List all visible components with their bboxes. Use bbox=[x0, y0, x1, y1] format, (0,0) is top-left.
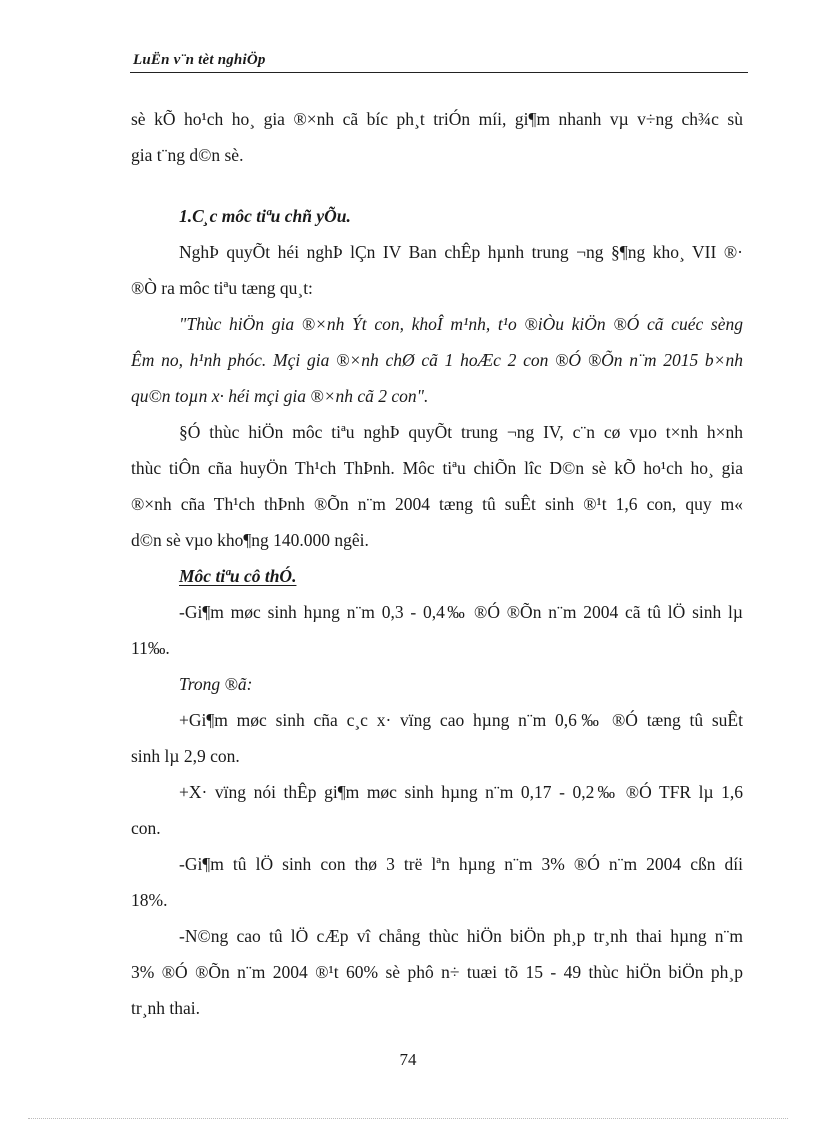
section-spacer bbox=[131, 173, 743, 198]
text-line: sè kÕ ho¹ch ho¸ gia ®×nh cã bíc ph¸t triÓn míi, gi¶m nhanh vµ v÷ng ch¾c sù bbox=[131, 109, 743, 129]
text-line: NghÞ quyÕt héi nghÞ lÇn IV Ban chÊp hµnh trung ¬ng §¶ng kho¸ VII ®· bbox=[179, 242, 743, 262]
text-line: §Ó thùc hiÖn môc tiªu nghÞ quyÕt trung ¬ng IV, c¨n cø vµo t×nh h×nh bbox=[179, 422, 743, 442]
body-text bbox=[131, 101, 743, 1026]
list-item-line: sinh lµ 2,9 con. bbox=[131, 746, 240, 766]
subheading-text: Môc tiªu cô thÓ. bbox=[179, 566, 297, 586]
list-item-line: -Gi¶m møc sinh hµng n¨m 0,3 - 0,4‰ ®Ó ®Õn n¨m 2004 cã tû lÖ sinh lµ bbox=[179, 602, 743, 622]
page-edge bbox=[28, 1118, 788, 1119]
quote-line: Êm no, h¹nh phóc. Mçi gia ®×nh chØ cã 1 hoÆc 2 con ®Ó ®Õn n¨m 2015 b×nh bbox=[131, 350, 743, 370]
text-line: ®×nh cña Th¹ch thÞnh ®Õn n¨m 2004 tæng tû suÊt sinh ®¹t 1,6 con, quy m« bbox=[131, 494, 743, 514]
list-item-line: 3% ®Ó ®Õn n¨m 2004 ®¹t 60% sè phô n÷ tuæi tõ 15 - 49 thùc hiÖn biÖn ph¸p bbox=[131, 962, 743, 982]
text-line: d©n sè vµo kho¶ng 140.000 ngêi. bbox=[131, 530, 369, 550]
list-item-line: tr¸nh thai. bbox=[131, 998, 201, 1018]
section-heading: 1.C¸c môc tiªu chñ yÕu. bbox=[179, 206, 351, 226]
text-line: gia t¨ng d©n sè. bbox=[131, 145, 244, 165]
list-item-line: 11‰. bbox=[131, 638, 170, 658]
quote-line: "Thùc hiÖn gia ®×nh Ýt con, khoÎ m¹nh, t¹o ®iÒu kiÖn ®Ó cã cuéc sèng bbox=[179, 314, 743, 334]
label-trong-do: Trong ®ã: bbox=[179, 674, 253, 694]
list-item-line: -N©ng cao tû lÖ cÆp vî chång thùc hiÖn biÖn ph¸p tr¸nh thai hµng n¨m bbox=[179, 926, 743, 946]
list-item-line: +Gi¶m møc sinh cña c¸c x· vïng cao hµng n¨m 0,6‰ ®Ó tæng tû suÊt bbox=[179, 710, 743, 730]
list-item-line: 18%. bbox=[131, 890, 168, 910]
list-item-line: +X· vïng nói thÊp gi¶m møc sinh hµng n¨m 0,17 - 0,2‰ ®Ó TFR lµ 1,6 bbox=[179, 782, 743, 802]
header-divider bbox=[130, 72, 748, 73]
text-line: ®Ò ra môc tiªu tæng qu¸t: bbox=[131, 278, 313, 298]
subheading bbox=[131, 558, 743, 594]
list-item-line: -Gi¶m tû lÖ sinh con thø 3 trë lªn hµng n¨m 3% ®Ó n¨m 2004 cßn díi bbox=[179, 854, 743, 874]
text-line: thùc tiÔn cña huyÖn Th¹ch ThÞnh. Môc tiªu chiÕn lîc D©n sè kÕ ho¹ch ho¸ gia bbox=[131, 458, 743, 478]
quote-line: qu©n toµn x· héi mçi gia ®×nh cã 2 con". bbox=[131, 386, 429, 406]
list-item-line: con. bbox=[131, 818, 161, 838]
running-header-title: LuËn v¨n tèt nghiÖp bbox=[133, 52, 266, 68]
page-number: 74 bbox=[399, 1050, 417, 1069]
